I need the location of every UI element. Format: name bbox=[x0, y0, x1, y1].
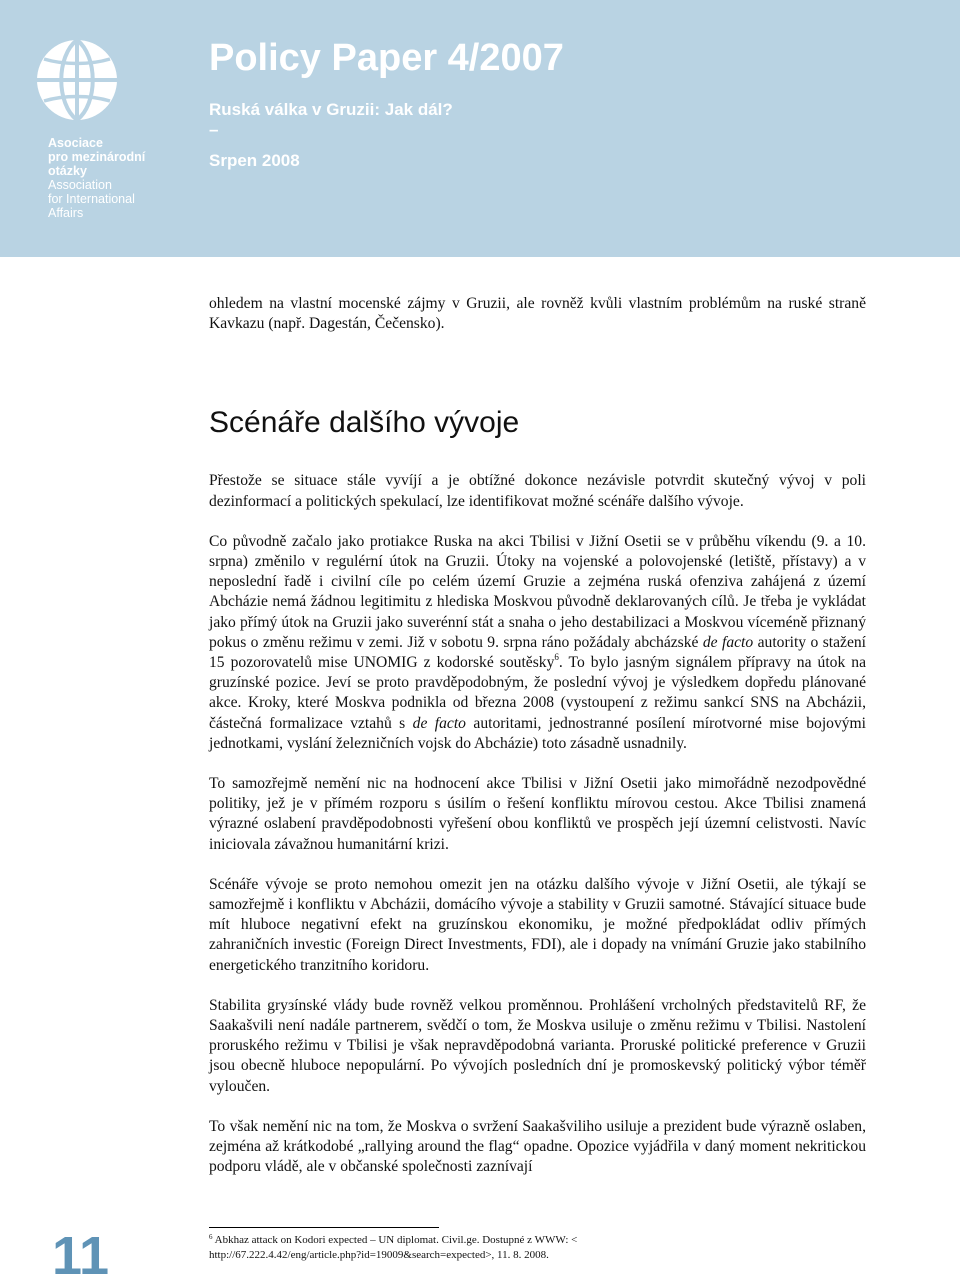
paragraph-4: Scénáře vývoje se proto nemohou omezit jen na otázku dalšího vývoje v Jižní Osetii, ale týkají se samozřejmě i konfliktu v Abcházii, domácího vývoje a stability v Gruzii samotné. Stávající situace bude mít hluboce negativní efekt na gruzínskou ekonomiku, je možné předpokládat odliv přímých zahraničních investic (Foreign Direct Investments, FDI), ale i dopady na vnímání Gruzie jako stabilního energetického tranzitního koridoru. bbox=[209, 875, 866, 974]
paragraph-1: Přestože se situace stále vyvíjí a je obtížné dokonce nezávisle potvrdit skutečný vývoj v poli dezinformací a politických spekulací, lze identifikovat možné scénáře dalšího vývoje. bbox=[209, 472, 866, 510]
footnote: $^6$ Abkhaz attack on Kodori expected – UN diplomat. Civil.ge. Dostupné z WWW: < http://67.222.4.42/eng/article.php?id=19009&search=expected>, 11. 8. 2008. bbox=[209, 1233, 578, 1261]
globe-logo-icon bbox=[36, 31, 118, 129]
section-heading: Scénáře dalšího vývoje bbox=[209, 406, 520, 440]
intro-paragraph: ohledem na vlastní mocenské zájmy v Gruzii, ale rovněž kvůli vlastním problémům na ruské straně Kavkazu (např. Dagestán, Čečensko). bbox=[209, 295, 866, 333]
de-facto-term: de facto bbox=[412, 714, 466, 732]
page-number: 11 bbox=[52, 1226, 110, 1286]
footnote-ref: 6 bbox=[554, 652, 559, 663]
subtitle-dash: – bbox=[209, 120, 219, 139]
organization-name: Asociace pro mezinárodní otázky Association for International Affairs bbox=[48, 136, 146, 220]
paragraph-5: Stabilita grузínské vlády bude rovněž velkou proměnnou. Prohlášení vrcholných představitelů RF, že Saakašvili není nadále partnerem, svědčí o tom, že Moskva usiluje o změnu režimu v Tbilisi. Nastolení proruského režimu v Tbilisi je však nepravděpodobná varianta. Proruské politické preference v Gruzii jsou obecně hluboce nepopulární. Po vývojích posledních dní je promoskevský politický výbor téměř vyloučen. bbox=[209, 996, 866, 1095]
document-subtitle: Ruská válka v Gruzii: Jak dál? bbox=[209, 100, 453, 119]
de-facto-term: de facto bbox=[702, 633, 754, 651]
paragraph-6: To však nemění nic na tom, že Moskva o svržení Saakašviliho usiluje a prezident bude výrazně oslaben, zejména až krátkodobé „rallying around the flag“ opadne. Opozice vyjádřila v daný moment nekritickou podporu vládě, ale v občanské společnosti zaznívají bbox=[209, 1117, 866, 1176]
paragraph-3: To samozřejmě nemění nic na hodnocení akce Tbilisi v Jižní Osetii jako mimořádně nezodpovědné politiky, jež je v přímém rozporu s úsilím o řešení konfliktu mírovou cestou. Akce Tbilisi znamená výrazné oslabení pravděpodobnosti vyřešení obou konfliktů ve prospěch její územní celistvosti. Navíc iniciovala závažnou humanitární krizi. bbox=[209, 775, 866, 853]
header-banner bbox=[0, 0, 960, 257]
document-title: Policy Paper 4/2007 bbox=[209, 37, 564, 79]
body-text bbox=[209, 294, 866, 1178]
document-date: Srpen 2008 bbox=[209, 151, 300, 170]
footnote-number: 6 bbox=[209, 1233, 213, 1241]
footnote-divider bbox=[209, 1227, 439, 1228]
footnote-link[interactable]: http://67.222.4.42/eng/article.php?id=19009&search=expected>, 11. 8. 2008. bbox=[209, 1249, 549, 1261]
paragraph-2: Co původně začalo jako protiakce Ruska na akci Tbilisi v Jižní Osetii se v průběhu víkendu (9. a 10. srpna) změnilo v regulérní útok na Gruzii. Útoky na vojenské a polovojenské (letiště, přístavy) a v neposlední řadě i civilní cíle po celém území Gruzie a zejména ruská ofenziva zahájená z území Abcházie nemá žádnou legitimitu z hlediska Moskvou původně deklarovaných cílů. Je třeba je vykládat jako přímý útok na Gruzii jako suverénní stát a snaha o jeho destabilizaci a Moskvou víceméně přiznaný pokus o změnu režimu v zemi. Již v sobotu 9. srpna ráno požádaly abcházské de facto autority o stažení 15 pozorovatelů mise UNOMIG z kodorské soutěsky$^6$. To bylo jasným signálem přípravy na útok na gruzínské pozice. Jeví se proto pravděpodobným, že poslední vývoj je výsledkem dopředu plánované akce. Kroky, které Moskva podnikla od března 2008 (vystoupení z režimu sankcí SNS na Abcházii, částečná formalizace vztahů s de facto autoritami, jednostranné posílení mírotvorné mise bojovými jednotkami, vyslání železničních vojsk do Abcházie) toto zásadně usnadnily. bbox=[209, 532, 867, 752]
